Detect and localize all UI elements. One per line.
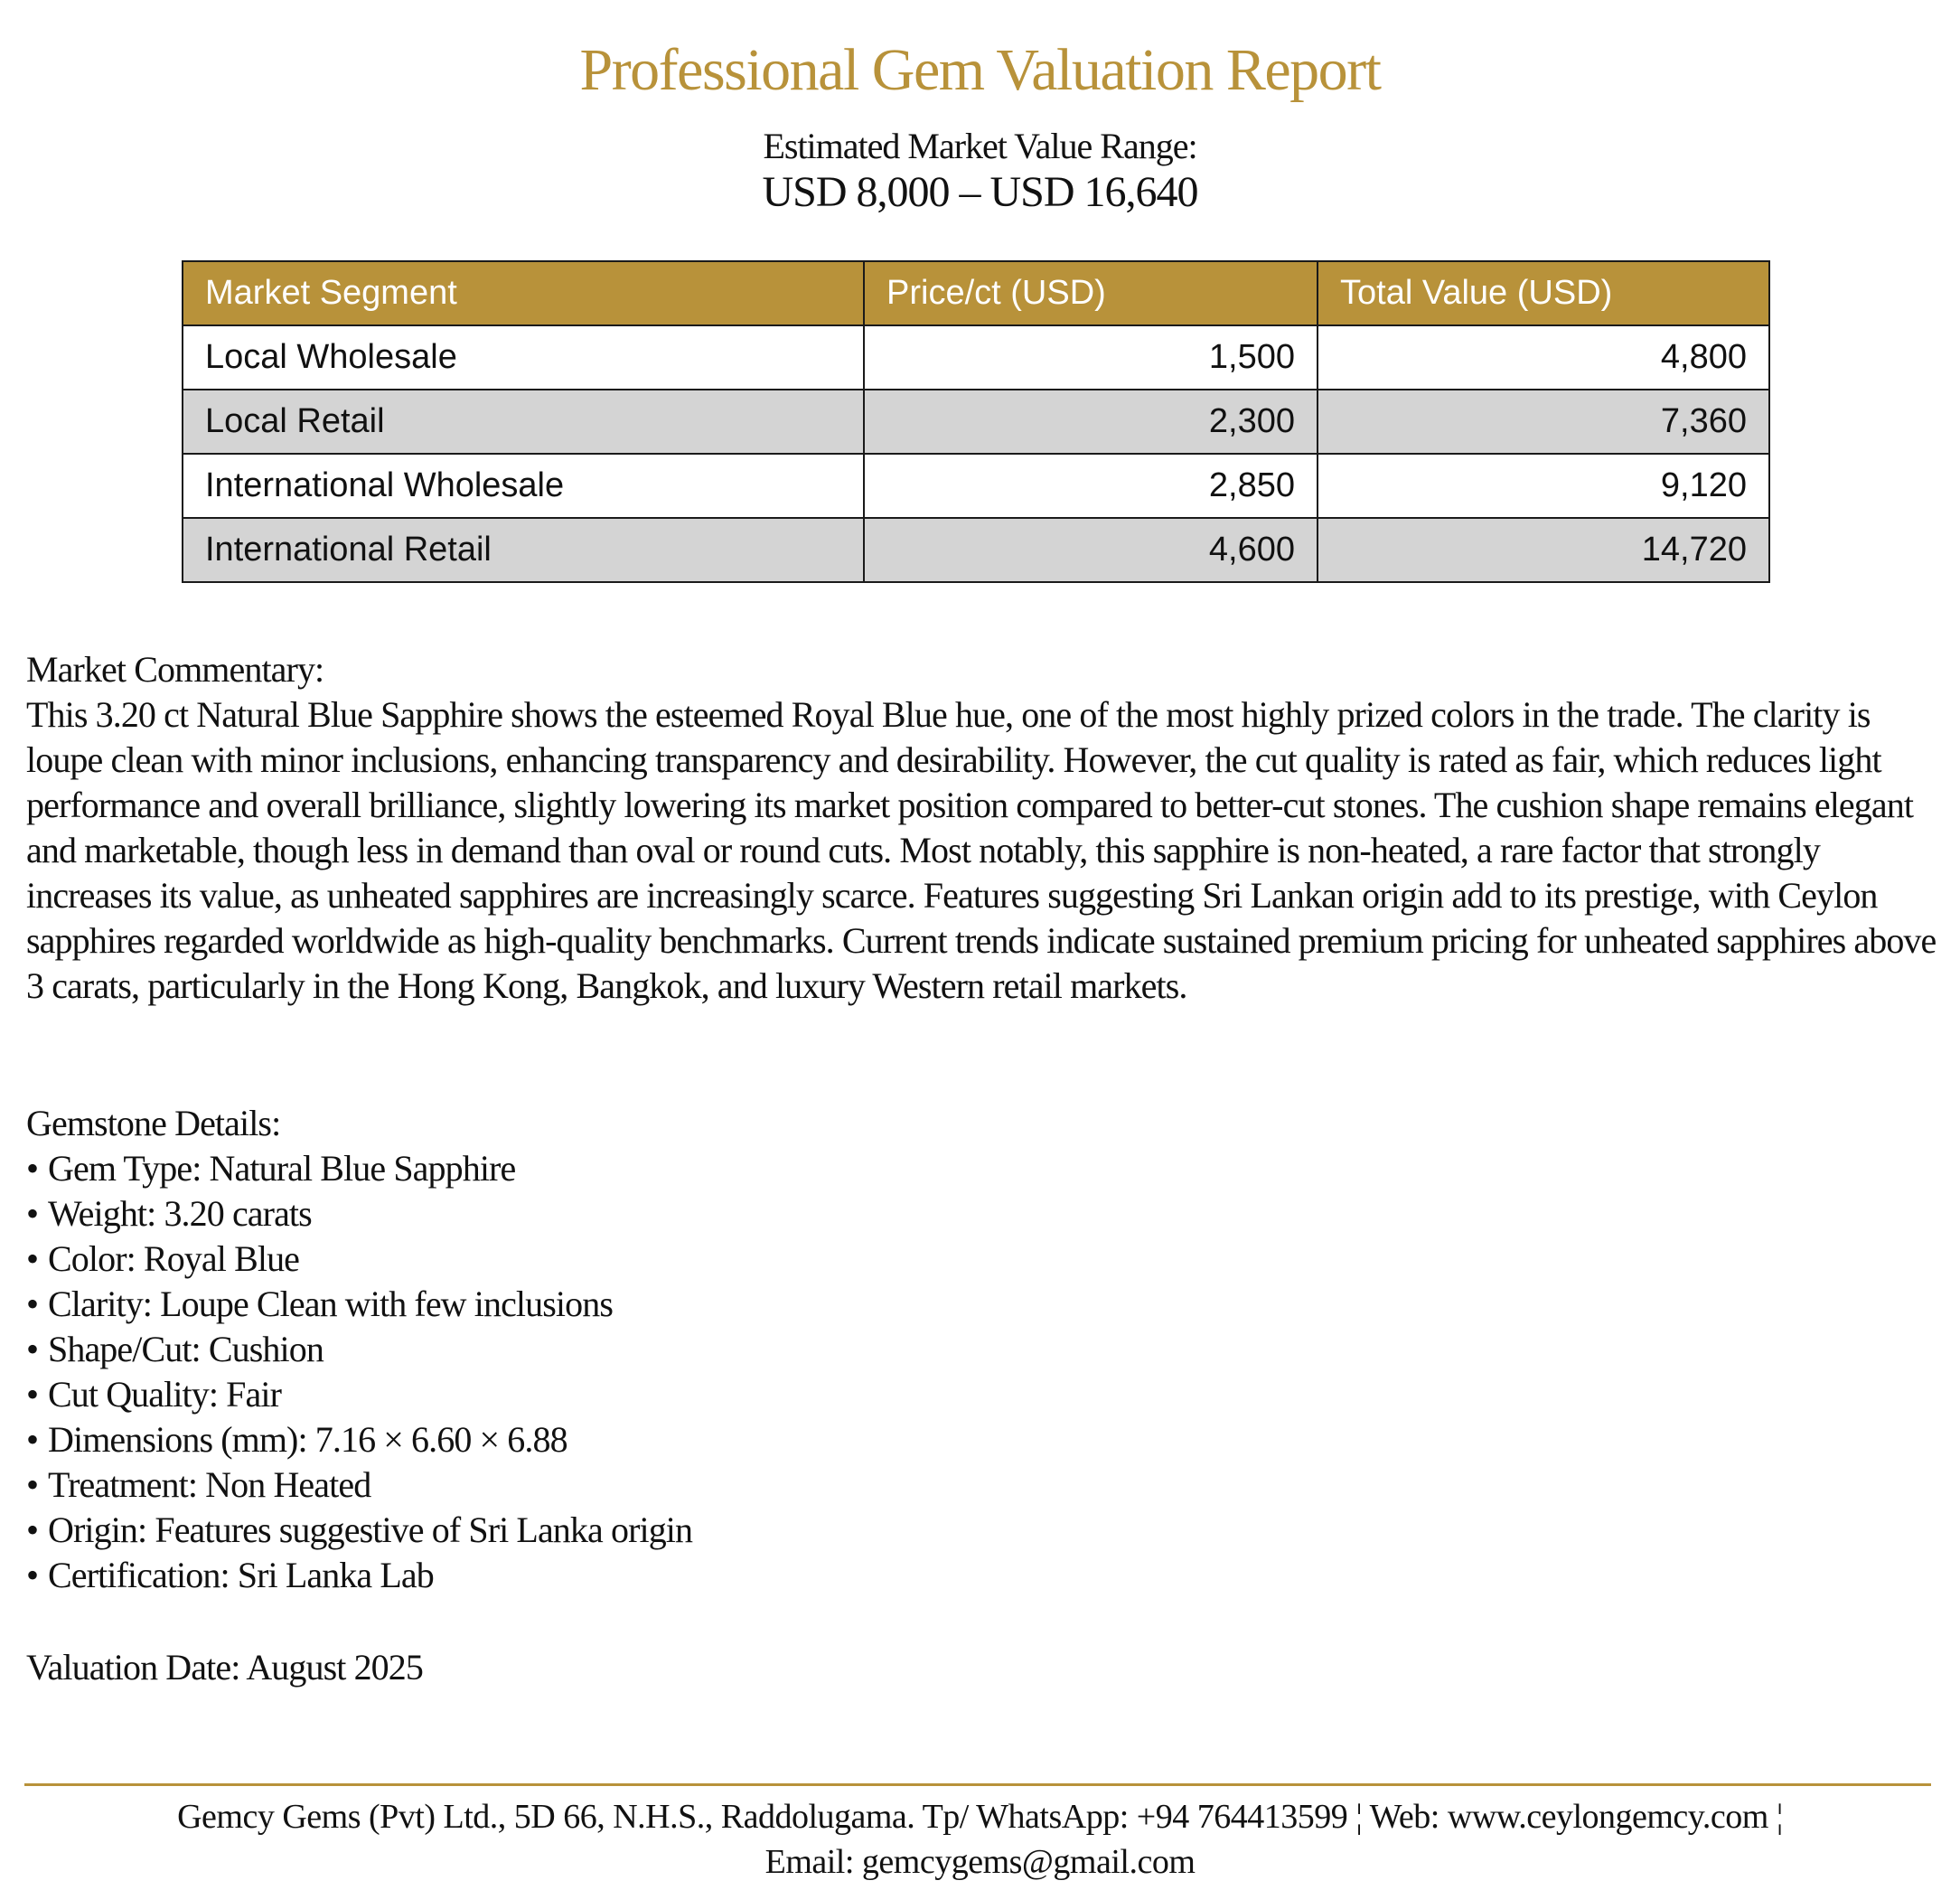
detail-text: Origin: Features suggestive of Sri Lanka origin [48,1509,693,1550]
column-header-total-value: Total Value (USD) [1318,261,1769,325]
details-list [26,1146,1942,1598]
table-row [183,325,1769,390]
total-value-cell: 7,360 [1318,390,1769,454]
detail-text: Shape/Cut: Cushion [48,1329,324,1369]
commentary-heading: Market Commentary: [26,649,324,690]
bullet-icon: • [26,1419,39,1460]
bullet-icon: • [26,1148,39,1189]
market-segment-cell: International Retail [183,518,864,582]
bullet-icon: • [26,1329,39,1369]
column-header-market-segment: Market Segment [183,261,864,325]
total-value-cell: 4,800 [1318,325,1769,390]
bullet-icon: • [26,1374,39,1415]
footer [0,1794,1960,1885]
table-row [183,390,1769,454]
list-item [26,1327,1942,1372]
list-item [26,1508,1942,1553]
detail-text: Cut Quality: Fair [48,1374,282,1415]
market-segment-cell: Local Retail [183,390,864,454]
detail-text: Color: Royal Blue [48,1238,300,1279]
price-per-carat-cell: 2,300 [864,390,1318,454]
footer-contact-line: Gemcy Gems (Pvt) Ltd., 5D 66, N.H.S., Raddolugama. Tp/ WhatsApp: +94 764413599 ¦ Web: www.ceylongemcy.com ¦ [177,1798,1783,1836]
market-segment-cell: Local Wholesale [183,325,864,390]
bullet-icon: • [26,1464,39,1505]
price-per-carat-cell: 1,500 [864,325,1318,390]
market-commentary [26,647,1942,1009]
list-item [26,1372,1942,1417]
detail-text: Certification: Sri Lanka Lab [48,1555,434,1595]
valuation-table [182,260,1770,583]
list-item [26,1236,1942,1282]
report-title: Professional Gem Valuation Report [579,37,1381,103]
list-item [26,1417,1942,1462]
bullet-icon: • [26,1284,39,1324]
value-range: USD 8,000 – USD 16,640 [762,168,1198,216]
bullet-icon: • [26,1238,39,1279]
detail-text: Weight: 3.20 carats [48,1193,312,1234]
column-header-price-per-carat: Price/ct (USD) [864,261,1318,325]
total-value-cell: 9,120 [1318,454,1769,518]
list-item [26,1462,1942,1508]
footer-divider [24,1783,1931,1786]
bullet-icon: • [26,1509,39,1550]
market-segment-cell: International Wholesale [183,454,864,518]
detail-text: Gem Type: Natural Blue Sapphire [48,1148,516,1189]
value-range-label: Estimated Market Value Range: [763,126,1197,166]
list-item [26,1146,1942,1191]
footer-email-line: Email: gemcygems@gmail.com [764,1843,1196,1881]
list-item [26,1553,1942,1598]
valuation-date: Valuation Date: August 2025 [26,1647,423,1688]
price-per-carat-cell: 4,600 [864,518,1318,582]
total-value-cell: 14,720 [1318,518,1769,582]
list-item [26,1191,1942,1236]
bullet-icon: • [26,1555,39,1595]
list-item [26,1282,1942,1327]
table-row [183,454,1769,518]
table-header-row [183,261,1769,325]
table-row [183,518,1769,582]
bullet-icon: • [26,1193,39,1234]
gemstone-details [26,1101,1942,1598]
detail-text: Clarity: Loupe Clean with few inclusions [48,1284,613,1324]
details-heading: Gemstone Details: [26,1103,281,1143]
detail-text: Treatment: Non Heated [48,1464,371,1505]
price-per-carat-cell: 2,850 [864,454,1318,518]
detail-text: Dimensions (mm): 7.16 × 6.60 × 6.88 [48,1419,567,1460]
commentary-text: This 3.20 ct Natural Blue Sapphire shows the esteemed Royal Blue hue, one of the most highly prized colors in the trade. The clarity is loupe clean with minor inclusions, enhancing transparency and desirability. However, the cut quality is rated as fair, which reduces light performance and overall brilliance, slightly lowering its market position compared to better-cut stones. The cushion shape remains elegant and marketable, though less in demand than oval or round cuts. Most notably, this sapphire is non-heated, a rare factor that strongly increases its value, as unheated sapphires are increasingly scarce. Features suggesting Sri Lankan origin add to its prestige, with Ceylon sapphires regarded worldwide as high-quality benchmarks. Current trends indicate sustained premium pricing for unheated sapphires above 3 carats, particularly in the Hong Kong, Bangkok, and luxury Western retail markets. [26,694,1937,1006]
